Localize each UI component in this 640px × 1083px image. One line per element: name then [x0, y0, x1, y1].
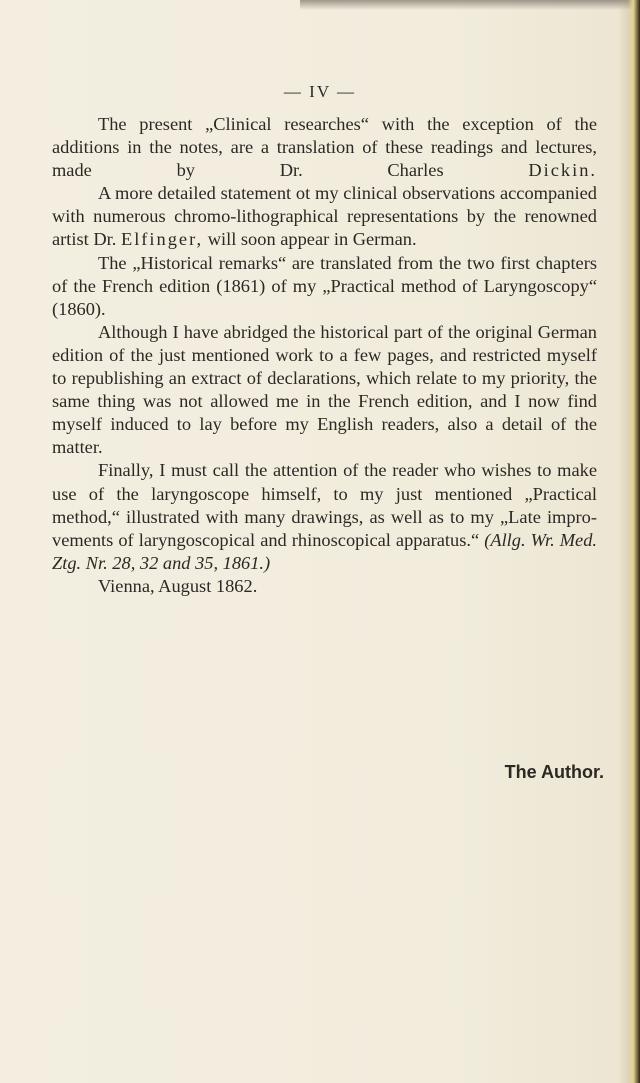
paragraph-3: The „Historical remarks“ are translated from the two first chapters of the French edition (1861) of my „Practical method of Laryngoscopy“ (1860). — [52, 252, 597, 319]
body-text — [52, 113, 597, 598]
translator-name: Dickin. — [528, 160, 597, 181]
paragraph-2-tail: will soon appear in German. — [203, 229, 417, 250]
paragraph-5 — [52, 459, 597, 574]
page-number: — IV — — [283, 82, 357, 101]
paragraph-2-text: A more detailed statement ot my clinical observations accompanied with numerous chromo-lithographical representations by the renowned artist Dr. — [52, 183, 597, 250]
paragraph-1 — [52, 113, 597, 182]
citation: (Allg. Wr. Med. Ztg. Nr. 28, 32 and 35, 1861.) — [52, 529, 597, 573]
place-date: Vienna, August 1862. — [98, 575, 258, 596]
paragraph-1-text: The present „Clinical researches“ with the exception of the additions in the notes, are a translation of these readings and lectures, made by Dr. Charles — [52, 114, 597, 181]
paragraph-4: Although I have abridged the historical part of the original German edition of the just mentioned work to a few pages, and restricted myself to republishing an extract of declarations, which relate to my priority, the same thing was not allowed me in the French edition, and I now find myself induced to lay before my English readers, also a detail of the matter. — [52, 321, 597, 458]
paragraph-5-text: Finally, I must call the attention of the reader who wishes to make use of the laryngoscope himself, to my just mentioned „Practical method,“ illustrated with many drawings, as well as to my „Late improvements of laryngoscopical and rhinoscopical apparatus.“ — [52, 460, 597, 550]
page-top-shadow — [300, 0, 640, 10]
signature: The Author. — [504, 762, 604, 782]
page-right-edge — [618, 0, 640, 1083]
artist-name: Elfinger, — [120, 229, 204, 250]
paragraph-2 — [52, 182, 597, 251]
